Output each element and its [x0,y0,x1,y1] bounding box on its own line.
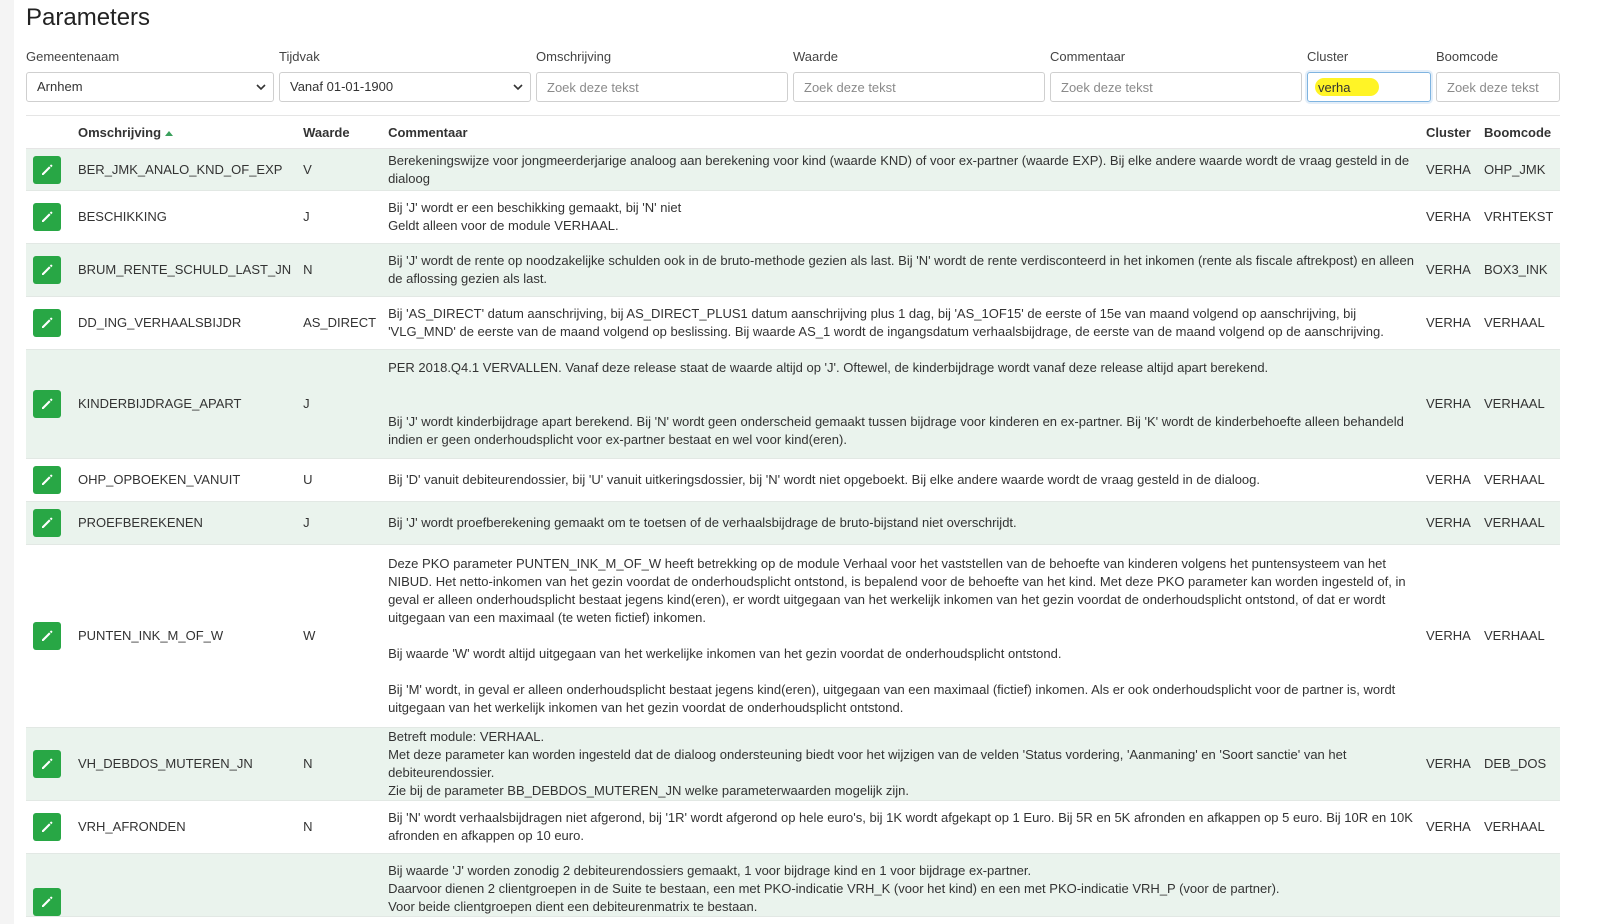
tijdvak-select[interactable]: Vanaf 01-01-1900 [279,72,531,102]
edit-button[interactable] [33,750,61,778]
filter-boomcode [1436,48,1560,102]
chevron-down-icon [256,82,266,92]
edit-button[interactable] [33,156,61,184]
comment-line: Bij waarde 'W' wordt altijd uitgegaan van het werkelijke inkomen van het gezin voordat de onderhoudsplicht ontstond. [388,646,1062,661]
filter-cluster [1307,48,1431,102]
table-row [26,854,1560,917]
cell-waarde: AS_DIRECT [297,297,382,350]
cell-omschrijving: PUNTEN_INK_M_OF_W [72,545,297,728]
cell-cluster: VERHA [1420,502,1478,545]
cell-boomcode: VERHAAL [1478,350,1560,459]
sort-ascending-icon [165,131,173,136]
commentaar-label: Commentaar [1050,49,1126,64]
header-boomcode[interactable]: Boomcode [1478,116,1560,149]
pencil-icon [40,757,54,771]
cell-cluster: VERHA [1420,350,1478,459]
cell-omschrijving: BER_JMK_ANALO_KND_OF_EXP [72,149,297,191]
table-row [26,149,1560,191]
table-row [26,244,1560,297]
commentaar-input[interactable] [1050,72,1302,102]
filter-waarde [793,48,1045,102]
cell-waarde: V [297,149,382,191]
omschrijving-input[interactable] [536,72,788,102]
header-cluster[interactable]: Cluster [1420,116,1478,149]
row-actions [26,191,72,244]
pencil-icon [40,473,54,487]
page-title: Parameters [26,4,151,31]
cell-commentaar [382,502,1420,545]
cell-omschrijving [72,854,297,917]
row-actions [26,350,72,459]
cell-cluster: VERHA [1420,728,1478,801]
row-actions [26,545,72,728]
cell-cluster: VERHA [1420,244,1478,297]
table-row [26,297,1560,350]
table-row [26,459,1560,502]
cell-cluster: VERHA [1420,801,1478,854]
cell-commentaar [382,297,1420,350]
cell-commentaar [382,350,1420,459]
comment-line: Voor beide clientgroepen dient een debiteurenmatrix te bestaan. [388,899,758,914]
cell-cluster: VERHA [1420,297,1478,350]
cell-commentaar [382,459,1420,502]
cell-waarde: N [297,244,382,297]
table-row [26,728,1560,801]
cell-omschrijving: BESCHIKKING [72,191,297,244]
cell-omschrijving: VRH_AFRONDEN [72,801,297,854]
comment-line: Bij 'N' wordt verhaalsbijdragen niet afgerond, bij '1R' wordt afgerond op hele euro's, bij 1K wordt afgekapt op 1 Euro. Bij 5R en 5K afronden en afkappen op 5 euro. Bij 10R en 10K afronden en afkappen op 10 euro. [388,810,1413,843]
comment-line: Zie bij de parameter BB_DEBDOS_MUTEREN_JN welke parameterwaarden mogelijk zijn. [388,783,909,798]
row-actions [26,149,72,191]
pencil-icon [40,263,54,277]
cell-waarde: U [297,459,382,502]
cell-boomcode: VERHAAL [1478,801,1560,854]
header-commentaar[interactable]: Commentaar [382,116,1420,149]
cell-boomcode [1478,854,1560,917]
parameters-table [26,115,1560,917]
cell-commentaar [382,191,1420,244]
cell-commentaar [382,801,1420,854]
edit-button[interactable] [33,509,61,537]
row-actions [26,502,72,545]
comment-line: Betreft module: VERHAAL. [388,729,545,744]
cell-cluster: VERHA [1420,545,1478,728]
waarde-input[interactable] [793,72,1045,102]
chevron-down-icon [513,82,523,92]
row-actions [26,297,72,350]
cluster-input[interactable] [1307,72,1431,102]
row-actions [26,459,72,502]
pencil-icon [40,210,54,224]
filter-bar [26,48,1600,108]
boomcode-input[interactable] [1436,72,1560,102]
comment-line [388,663,1414,681]
cell-boomcode: VERHAAL [1478,545,1560,728]
gemeentenaam-select[interactable]: Arnhem [26,72,274,102]
filter-gemeentenaam [26,48,274,102]
cell-omschrijving: DD_ING_VERHAALSBIJDR [72,297,297,350]
cell-waarde: J [297,191,382,244]
cell-commentaar [382,149,1420,191]
cell-boomcode: VRHTEKST [1478,191,1560,244]
tijdvak-label: Tijdvak [279,49,320,64]
comment-line: Geldt alleen voor de module VERHAAL. [388,218,619,233]
cell-boomcode: VERHAAL [1478,297,1560,350]
row-actions [26,244,72,297]
cell-waarde: J [297,502,382,545]
header-actions [26,116,72,149]
cell-omschrijving: BRUM_RENTE_SCHULD_LAST_JN [72,244,297,297]
filter-commentaar [1050,48,1302,102]
comment-line: Bij 'J' wordt er een beschikking gemaakt, bij 'N' niet [388,200,682,215]
cell-omschrijving: VH_DEBDOS_MUTEREN_JN [72,728,297,801]
comment-line: Bij 'J' wordt de rente op noodzakelijke schulden ook in de bruto-methode gezien als last. Bij 'N' wordt de rente verdisconteerd in het inkomen (rente als fiscale aftrekpost) en alleen de aflossing gezien als last. [388,253,1414,286]
cell-boomcode: BOX3_INK [1478,244,1560,297]
comment-line: Bij 'M' wordt, in geval er alleen onderhoudsplicht bestaat jegens kind(eren), uitgegaan van een maximaal (fictief) inkomen. Als er ook onderhoudsplicht voor de partner is, wordt uitgegaan van het werkelijk inkomen van het gezin voordat de onderhoudsplicht ontstond. [388,682,1396,715]
comment-line: Bij 'D' vanuit debiteurendossier, bij 'U' vanuit uitkeringsdossier, bij 'N' wordt niet opgeboekt. Bij elke andere waarde wordt de vraag gesteld in de dialoog. [388,472,1261,487]
comment-line [388,395,1414,413]
filter-omschrijving [536,48,788,102]
omschrijving-label: Omschrijving [536,49,612,64]
comment-line: Berekeningswijze voor jongmeerderjarige analoog aan berekening voor kind (waarde KND) of voor ex-partner (waarde EXP). Bij elke andere waarde wordt de vraag gesteld in de dialoog [388,152,1410,186]
edit-button[interactable] [33,256,61,284]
comment-line: Bij 'J' wordt kinderbijdrage apart berekend. Bij 'N' wordt geen onderscheid gemaakt tussen bijdrage voor kinderen en ex-partner. Bij 'K' wordt de kinderbehoefte alleen behandeld indien er geen onderhoudsplicht voor ex-partner bestaat en wel voor kind(eren). [388,414,1404,447]
row-actions [26,728,72,801]
pencil-icon [40,895,54,909]
cell-cluster: VERHA [1420,459,1478,502]
cell-cluster [1420,854,1478,917]
left-strip [0,0,14,924]
header-waarde[interactable]: Waarde [297,116,382,149]
cell-waarde: N [297,801,382,854]
table-row [26,502,1560,545]
cell-commentaar [382,244,1420,297]
edit-button[interactable] [33,390,61,418]
edit-button[interactable] [33,203,61,231]
cell-cluster: VERHA [1420,191,1478,244]
cell-boomcode: VERHAAL [1478,459,1560,502]
edit-button[interactable] [33,622,61,650]
cell-commentaar [382,545,1420,728]
table-body [26,149,1560,917]
cell-commentaar [382,728,1420,801]
comment-line: Bij waarde 'J' worden zonodig 2 debiteurendossiers gemaakt, 1 voor bijdrage kind en 1 voor bijdrage ex-partner. [388,863,1032,878]
edit-button[interactable] [33,466,61,494]
waarde-label: Waarde [793,49,839,64]
comment-line [388,377,1414,395]
table-row [26,191,1560,244]
comment-line: PER 2018.Q4.1 VERVALLEN. Vanaf deze release staat de waarde altijd op 'J'. Oftewel, de kinderbijdrage wordt vanaf deze release altijd apart berekend. [388,360,1269,375]
cell-omschrijving: PROEFBEREKENEN [72,502,297,545]
comment-line: Daarvoor dienen 2 clientgroepen in de Suite te bestaan, een met PKO-indicatie VRH_K (voor het kind) en een met PKO-indicatie VRH_P (voor de partner). [388,881,1280,896]
table-row [26,350,1560,459]
cell-waarde: N [297,728,382,801]
cell-commentaar [382,854,1420,917]
cell-boomcode: VERHAAL [1478,502,1560,545]
filter-tijdvak [279,48,531,102]
edit-button[interactable] [33,309,61,337]
table-row [26,801,1560,854]
boomcode-label: Boomcode [1436,49,1499,64]
comment-line: Bij 'AS_DIRECT' datum aanschrijving, bij AS_DIRECT_PLUS1 datum aanschrijving plus 1 dag, bij 'AS_1OF15' de eerste of 15e van maand volgend op aanschrijving, bij 'VLG_MND' de eerste van de maand volgend op beslissing. Bij waarde AS_1 wordt de ingangsdatum verhaalsbijdrage, de eerste van de maand volgend op de aanschrijving. [388,306,1384,339]
header-omschrijving[interactable] [72,116,297,149]
gemeentenaam-label: Gemeentenaam [26,49,120,64]
cell-waarde: W [297,545,382,728]
cell-boomcode: OHP_JMK [1478,149,1560,191]
comment-line: Deze PKO parameter PUNTEN_INK_M_OF_W heeft betrekking op de module Verhaal voor het vaststellen van de behoefte van kinderen volgens het puntensysteem van het NIBUD. Het netto-inkomen van het gezin voordat de onderhoudsplicht ontstond, is bepalend voor de behoefte van het kind. Met deze PKO parameter kan worden ingesteld of, in geval er alleen onderhoudsplicht bestaat jegens kind(eren), er wordt uitgegaan van het werkelijk inkomen van het gezin voordat de onderhoudsplicht ontstond, of dat er wordt uitgegaan van een maximaal (te weten fictief) inkomen. [388,556,1406,625]
row-actions [26,854,72,917]
table-header-row [26,116,1560,149]
comment-line [388,627,1414,645]
comment-line: Met deze parameter kan worden ingesteld dat de dialoog ondersteuning biedt voor het wijzigen van de velden 'Status vordering, 'Aanmaning' en 'Soort sanctie' van het debiteurendossier. [388,747,1347,780]
pencil-icon [40,316,54,330]
cell-waarde [297,854,382,917]
row-actions [26,801,72,854]
edit-button[interactable] [33,888,61,916]
table-row [26,545,1560,728]
pencil-icon [40,163,54,177]
cell-cluster: VERHA [1420,149,1478,191]
cell-waarde: J [297,350,382,459]
cluster-label: Cluster [1307,49,1349,64]
cell-omschrijving: KINDERBIJDRAGE_APART [72,350,297,459]
edit-button[interactable] [33,813,61,841]
pencil-icon [40,516,54,530]
pencil-icon [40,820,54,834]
pencil-icon [40,629,54,643]
header-omschrijving-label: Omschrijving [77,124,162,140]
cell-omschrijving: OHP_OPBOEKEN_VANUIT [72,459,297,502]
cell-boomcode: DEB_DOS [1478,728,1560,801]
pencil-icon [40,397,54,411]
comment-line: Bij 'J' wordt proefberekening gemaakt om te toetsen of de verhaalsbijdrage de bruto-bijstand niet overschrijdt. [388,515,1017,530]
